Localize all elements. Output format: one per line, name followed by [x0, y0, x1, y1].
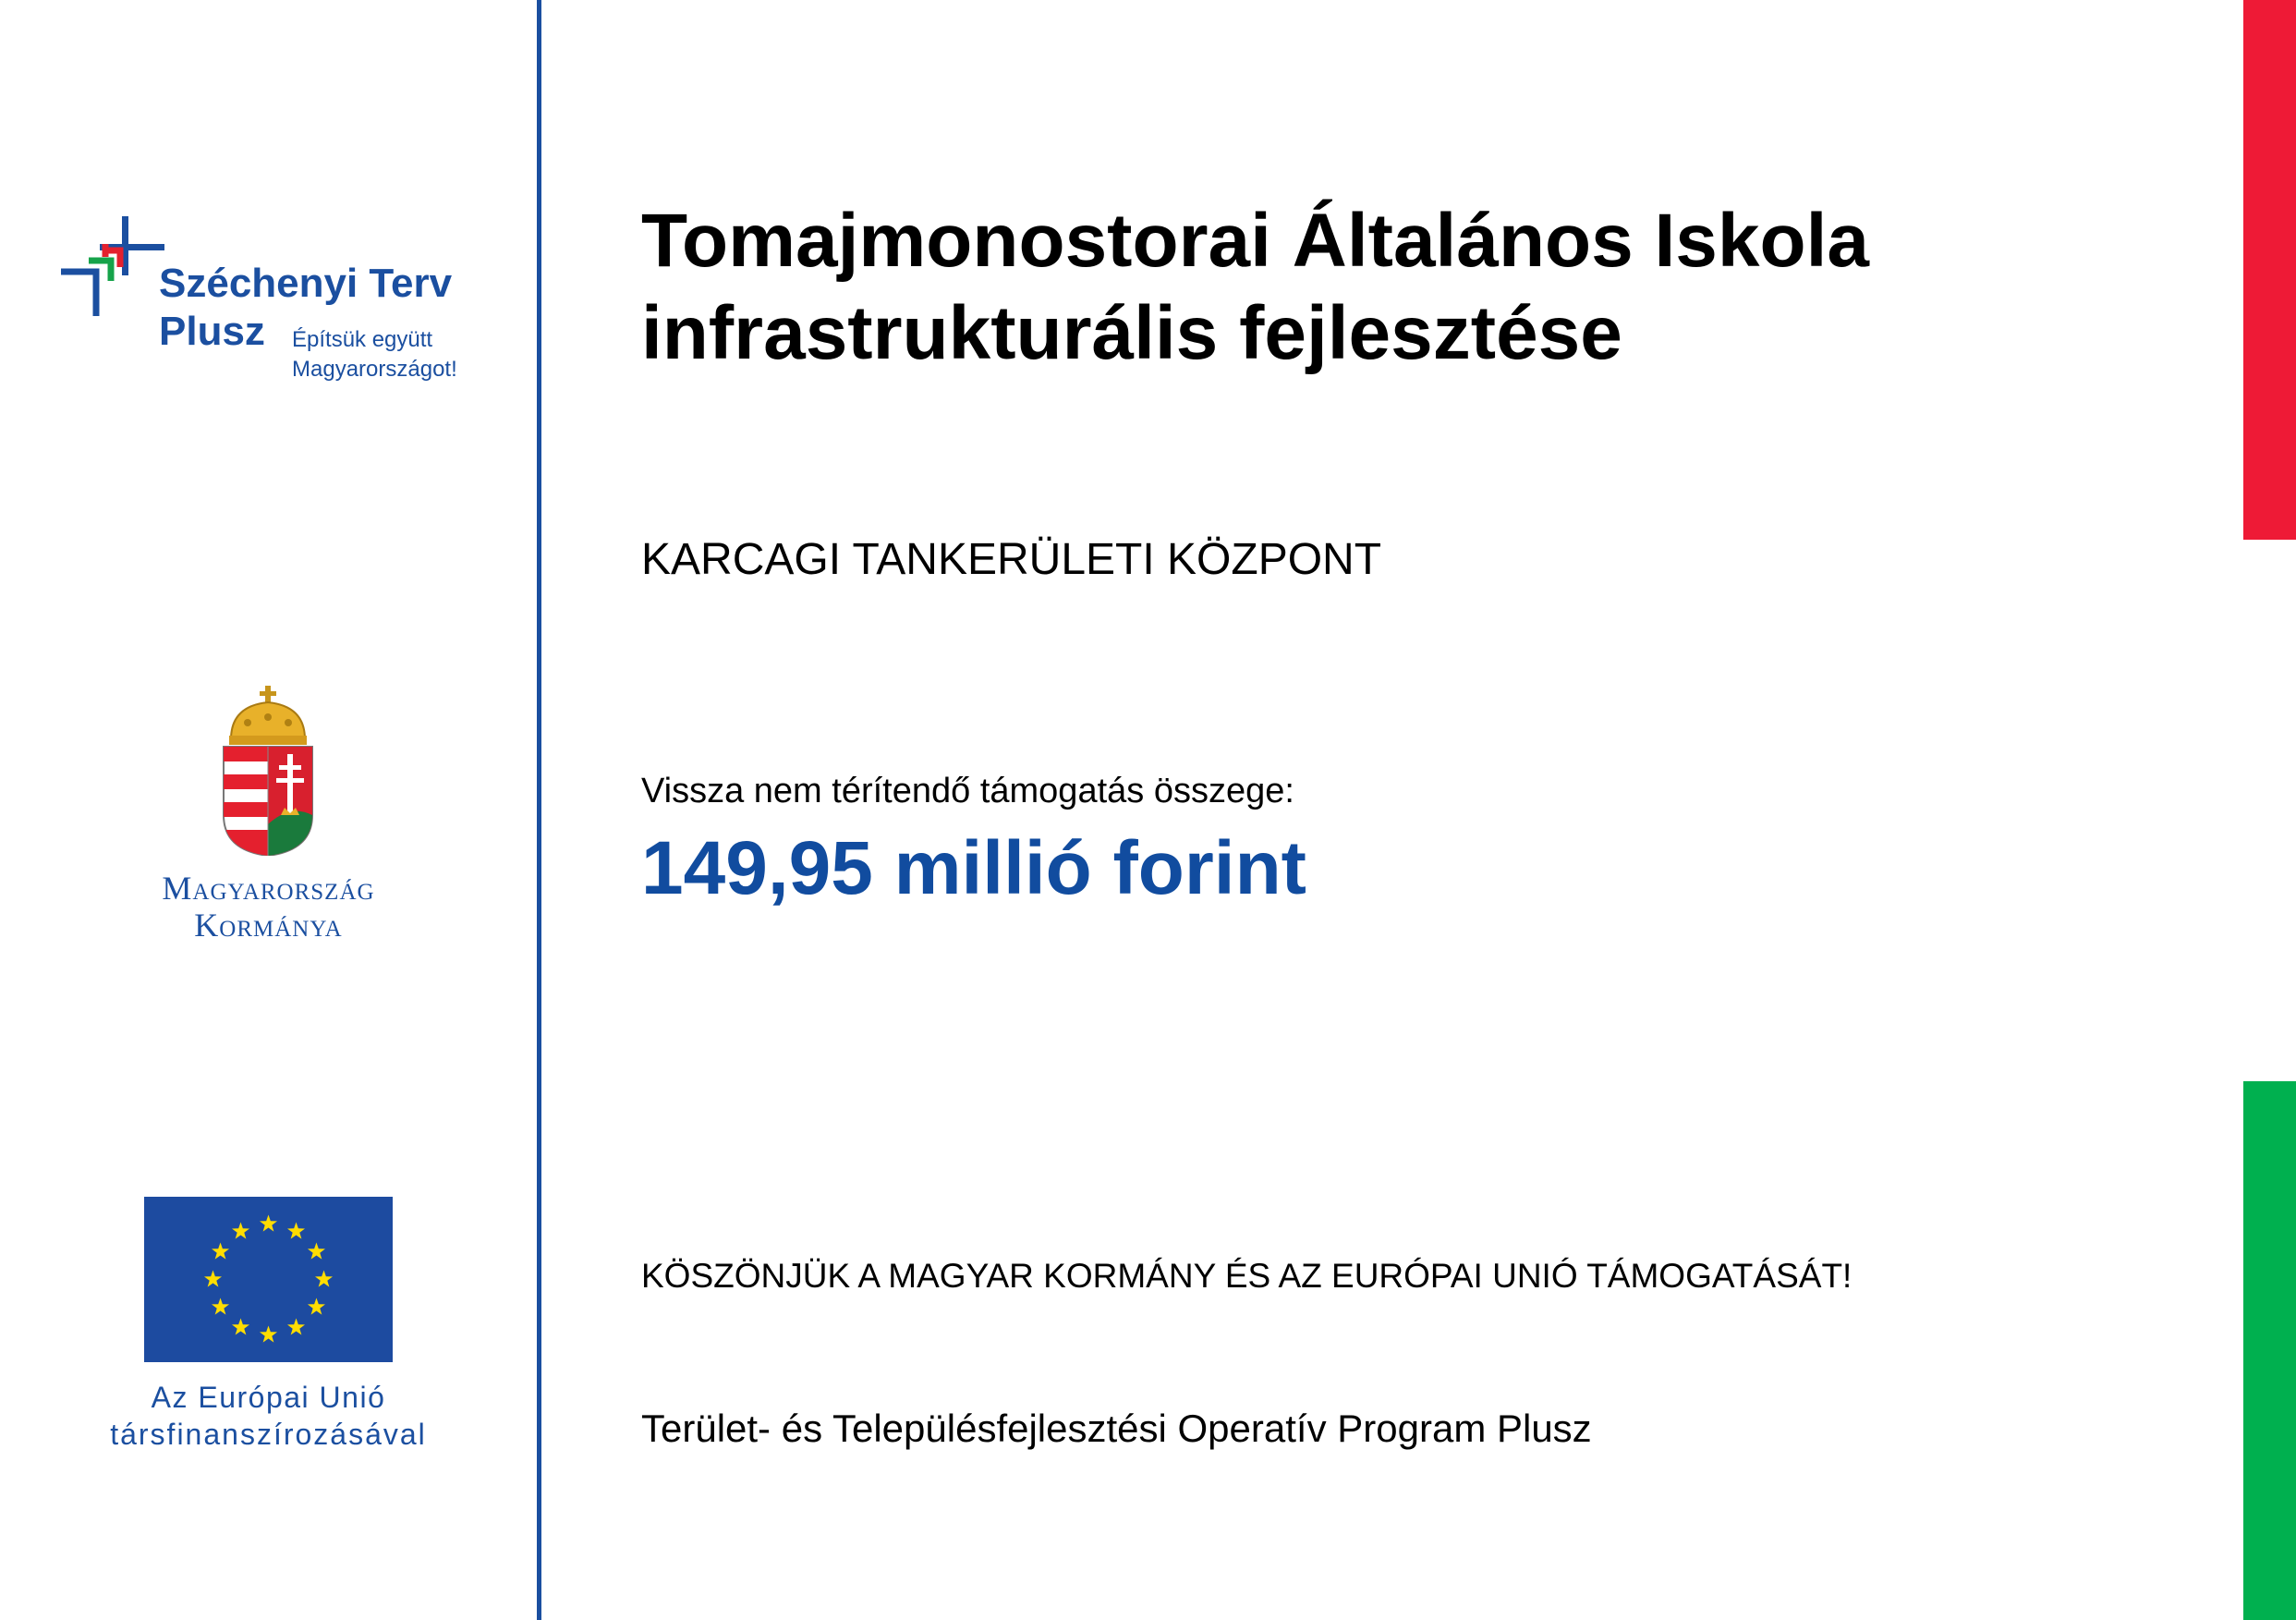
government-logo-line2: Kormánya	[194, 907, 343, 944]
column-divider	[537, 0, 541, 1620]
eu-flag-icon	[144, 1197, 393, 1362]
project-title-line1: Tomajmonostorai Általános Iskola	[641, 199, 1869, 283]
government-logo-line1: Magyarország	[162, 870, 375, 907]
szechenyi-logo-subtitle: Plusz	[159, 309, 265, 354]
grant-amount-label: Vissza nem térítendő támogatás összege:	[641, 772, 1294, 810]
szechenyi-logo-title: Széchenyi Terv	[159, 261, 453, 306]
program-name: Terület- és Településfejlesztési Operatív Program Plusz	[641, 1407, 1592, 1450]
szechenyi-slogan-line2: Magyarországot!	[292, 357, 457, 382]
szechenyi-cross-icon	[61, 216, 164, 320]
flag-green-bar	[2243, 1081, 2296, 1620]
beneficiary-name: KARCAGI TANKERÜLETI KÖZPONT	[641, 535, 1382, 584]
thanks-message: KÖSZÖNJÜK A MAGYAR KORMÁNY ÉS AZ EURÓPAI UNIÓ TÁMOGATÁSÁT!	[641, 1257, 1853, 1295]
eu-caption-line2: társfinanszírozásával	[110, 1418, 427, 1451]
project-title-line2: infrastrukturális fejlesztése	[641, 291, 1622, 375]
flag-red-bar	[2243, 0, 2296, 540]
grant-amount: 149,95 millió forint	[641, 826, 1306, 910]
eu-caption-line1: Az Európai Unió	[151, 1381, 386, 1414]
szechenyi-slogan-line1: Építsük együtt	[292, 327, 433, 352]
coat-of-arms-icon	[220, 686, 316, 856]
